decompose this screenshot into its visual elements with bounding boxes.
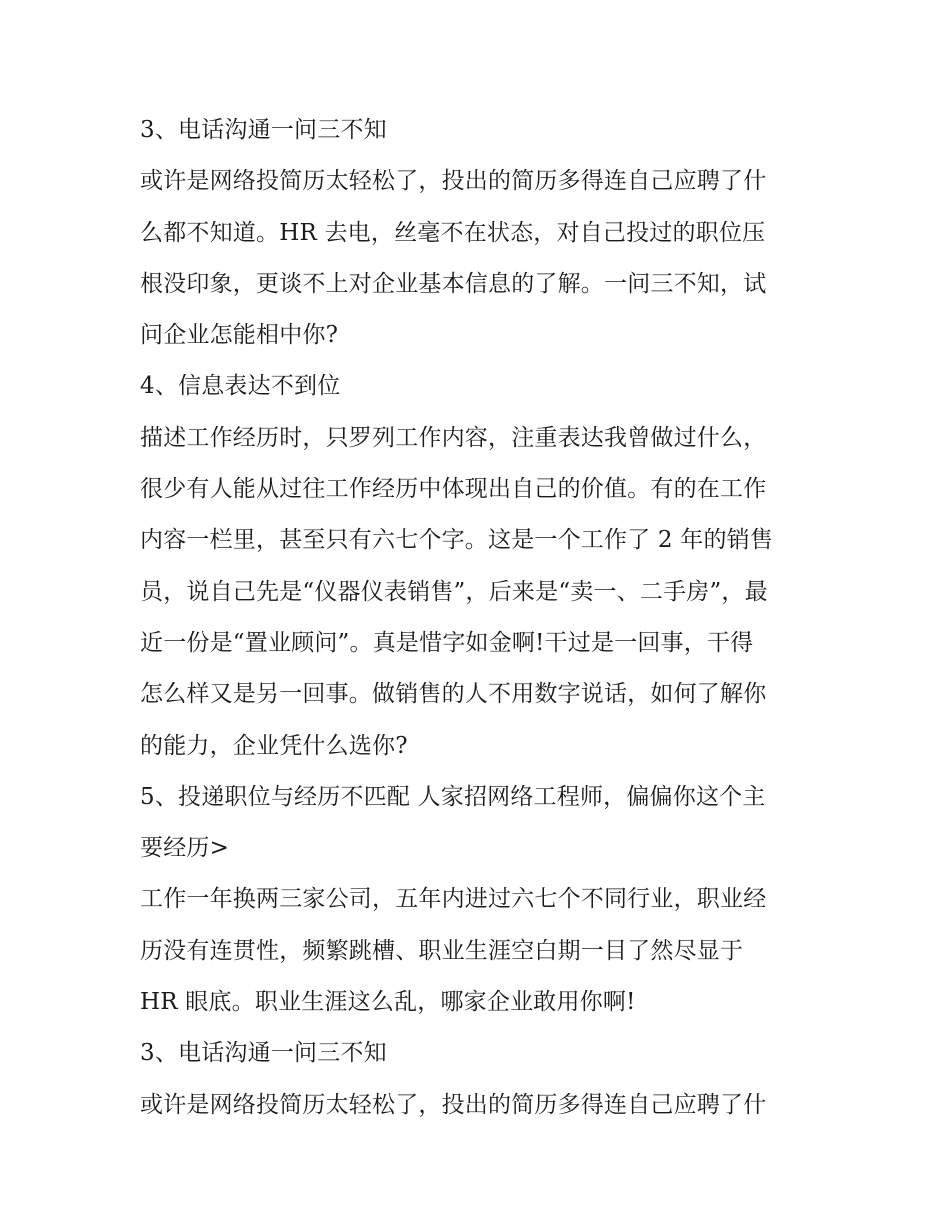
heading-phone-communication: 3、电话沟通一问三不知 [140, 117, 387, 143]
paragraph-line: 员，说自己先是“仪器仪表销售”，后来是“卖一、二手房”，最 [140, 578, 768, 605]
paragraph-line: 内容一栏里，甚至只有六七个字。这是一个工作了 2 年的销售 [140, 527, 774, 554]
paragraph-line: 历没有连贯性，频繁跳槽、职业生涯空白期一目了然尽显于 [140, 937, 744, 964]
paragraph-line: 或许是网络投简历太轻松了，投出的简历多得连自己应聘了什 [140, 1091, 767, 1118]
paragraph-line: 工作一年换两三家公司，五年内进过六七个不同行业，职业经 [140, 886, 767, 913]
paragraph-line: 很少有人能从过往工作经历中体现出自己的价值。有的在工作 [140, 476, 767, 503]
paragraph-line: 近一份是“置业顾问”。真是惜字如金啊!干过是一回事，干得 [140, 629, 754, 656]
paragraph-line: 么都不知道。HR 去电，丝毫不在状态，对自己投过的职位压 [140, 219, 766, 246]
paragraph-line: 的能力，企业凭什么选你? [140, 732, 408, 759]
paragraph-line: HR 眼底。职业生涯这么乱，哪家企业敢用你啊! [140, 989, 636, 1016]
document-body [140, 108, 820, 1134]
paragraph-line: 根没印象，更谈不上对企业基本信息的了解。一问三不知，试 [140, 270, 767, 297]
heading-position-mismatch: 5、投递职位与经历不匹配 人家招网络工程师，偏偏你这个主 [140, 783, 766, 810]
paragraph-line: 或许是网络投简历太轻松了，投出的简历多得连自己应聘了什 [140, 168, 767, 195]
paragraph-line: 描述工作经历时，只罗列工作内容，注重表达我曾做过什么， [140, 424, 767, 451]
paragraph-line: 怎么样又是另一回事。做销售的人不用数字说话，如何了解你 [140, 681, 767, 708]
heading-phone-communication-repeat: 3、电话沟通一问三不知 [140, 1040, 387, 1067]
paragraph-line: 问企业怎能相中你? [140, 322, 339, 349]
paragraph-line: 要经历> [140, 835, 230, 862]
heading-information-expression: 4、信息表达不到位 [140, 373, 341, 400]
